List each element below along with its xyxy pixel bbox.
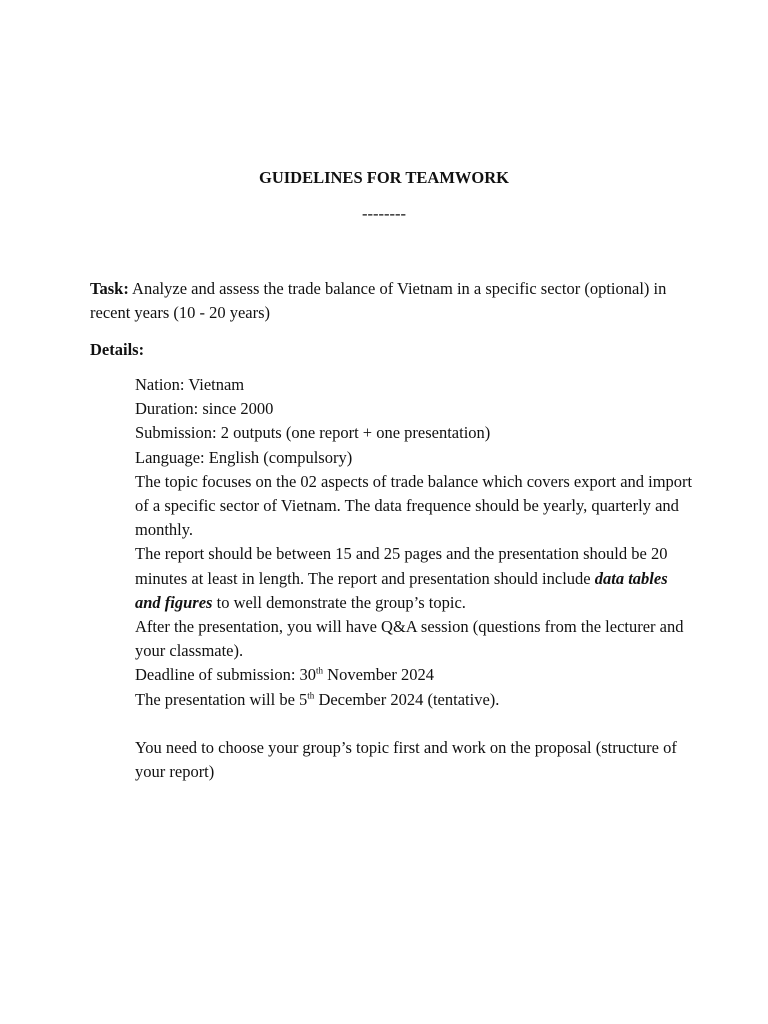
detail-deadline-sup: th	[316, 665, 324, 676]
details-list	[135, 373, 695, 784]
detail-nation: Nation: Vietnam	[135, 375, 245, 394]
detail-deadline	[135, 663, 695, 687]
detail-language: Language: English (compulsory)	[135, 447, 353, 467]
detail-report-text-after: to well demonstrate the group’s topic.	[212, 592, 466, 612]
detail-topic: The topic focuses on the 02 aspects of trade balance which covers export and import of a specific sector of Vietnam. The data frequence should be yearly, quarterly and monthly.	[135, 471, 693, 540]
detail-presentation-text: The presentation will be 5	[135, 689, 308, 709]
detail-deadline-text: Deadline of submission: 30	[135, 665, 317, 685]
detail-report-text-before: The report should be between 15 and 25 pages and the presentation should be 20 minutes at least in length. The report and presentation should include	[135, 544, 668, 588]
detail-presentation-sup: th	[307, 690, 315, 701]
detail-qa: After the presentation, you will have Q&A session (questions from the lecturer and your classmate).	[135, 617, 684, 661]
detail-deadline-month: November 2024	[323, 665, 434, 685]
detail-duration: Duration: since 2000	[135, 399, 274, 419]
paragraph-gap	[135, 712, 695, 736]
task-paragraph	[90, 277, 690, 325]
detail-presentation	[135, 688, 695, 712]
detail-presentation-month: December 2024 (tentative).	[314, 689, 500, 709]
title-separator: --------	[362, 204, 406, 223]
detail-submission: Submission: 2 outputs (one report + one presentation)	[135, 423, 491, 443]
detail-proposal: You need to choose your group’s topic first and work on the proposal (structure of your report)	[135, 737, 677, 782]
detail-report-emphasis: data tables and figures	[135, 568, 668, 612]
task-text: Analyze and assess the trade balance of Vietnam in a specific sector (optional) in recent years (10 - 20 years)	[90, 279, 667, 322]
detail-report	[135, 542, 695, 615]
task-label: Task:	[90, 279, 129, 298]
details-label: Details:	[90, 340, 145, 359]
document-title: GUIDELINES FOR TEAMWORK	[259, 168, 509, 187]
